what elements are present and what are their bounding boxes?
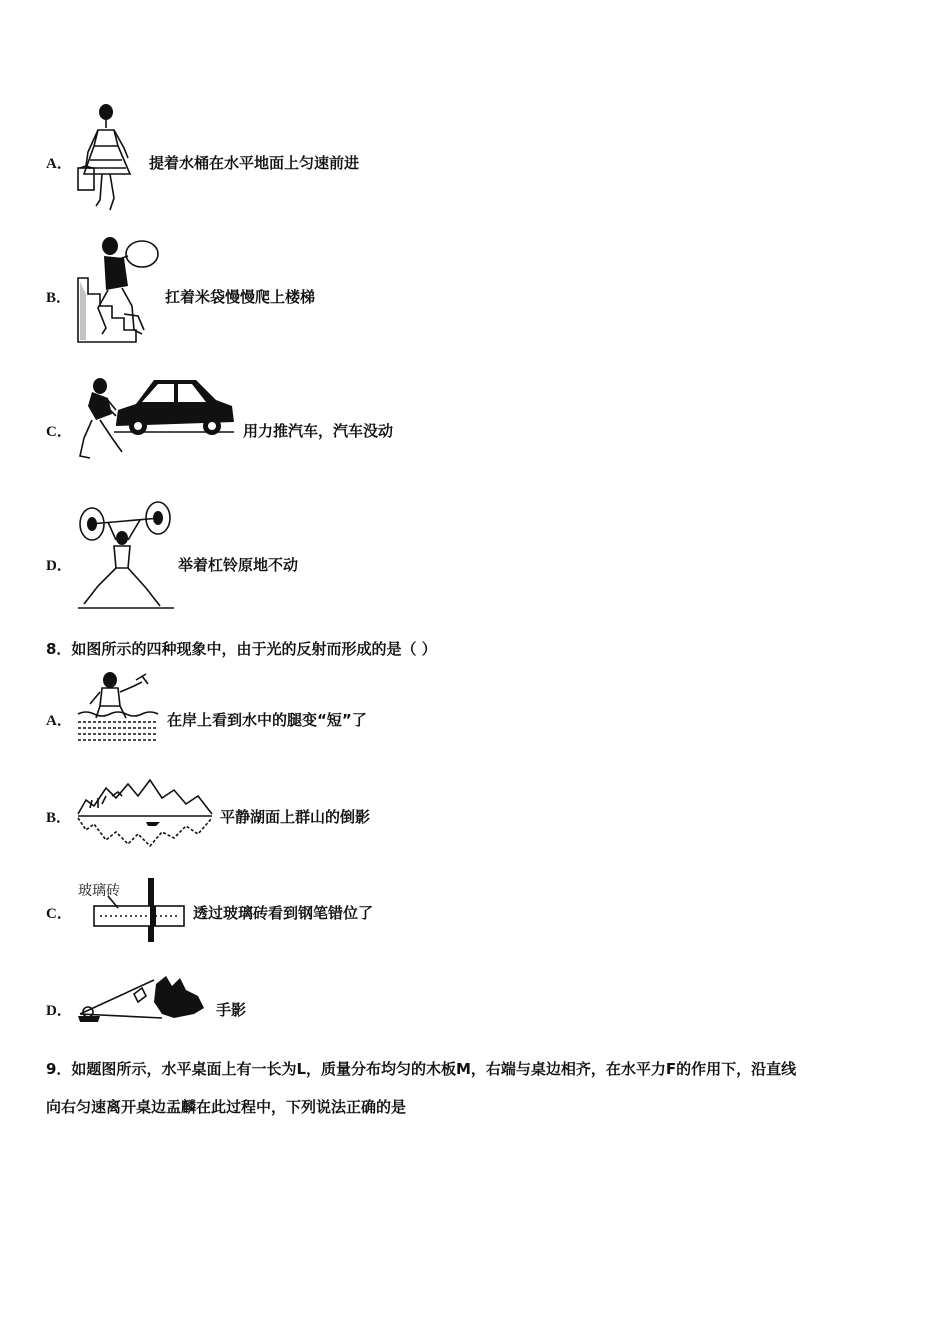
legs-in-water-icon bbox=[76, 670, 160, 744]
man-climbing-stairs-icon bbox=[76, 234, 164, 344]
option-letter: C． bbox=[46, 906, 72, 922]
question-9-line-2: 向右匀速离开桌边盂麟在此过程中，下列说法正确的是 bbox=[46, 1098, 407, 1116]
option-text: 举着杠铃原地不动 bbox=[178, 556, 299, 574]
option-text: 透过玻璃砖看到钢笔错位了 bbox=[193, 904, 374, 922]
option-text: 手影 bbox=[216, 1001, 247, 1019]
option-letter: D． bbox=[46, 1003, 72, 1019]
option-letter: B． bbox=[46, 810, 72, 826]
option-letter: B． bbox=[46, 290, 72, 306]
woman-carrying-bucket-icon bbox=[76, 102, 146, 214]
hand-shadow-icon bbox=[74, 974, 208, 1026]
option-text: 用力推汽车，汽车没动 bbox=[243, 422, 394, 440]
mountain-reflection-icon bbox=[76, 778, 214, 848]
option-text: 扛着米袋慢慢爬上楼梯 bbox=[165, 288, 316, 306]
man-pushing-car-icon bbox=[78, 376, 238, 462]
option-letter: C． bbox=[46, 424, 72, 440]
question-9-line-1: 9．如题图所示，水平桌面上有一长为L，质量分布均匀的木板M，右端与桌边相齐，在水平力F的作用下，沿直线 bbox=[46, 1060, 797, 1078]
option-letter: A． bbox=[46, 156, 72, 172]
weightlifter-icon bbox=[76, 504, 176, 612]
figure-label: 玻璃砖 bbox=[78, 883, 120, 899]
option-text: 在岸上看到水中的腿变“短”了 bbox=[167, 711, 367, 729]
question-8-stem: 8．如图所示的四种现象中，由于光的反射而形成的是（ ） bbox=[46, 640, 437, 658]
option-letter: A． bbox=[46, 713, 72, 729]
glass-brick-pen-icon bbox=[78, 876, 190, 944]
option-letter: D． bbox=[46, 558, 72, 574]
option-text: 平静湖面上群山的倒影 bbox=[220, 808, 371, 826]
option-text: 提着水桶在水平地面上匀速前进 bbox=[149, 154, 360, 172]
